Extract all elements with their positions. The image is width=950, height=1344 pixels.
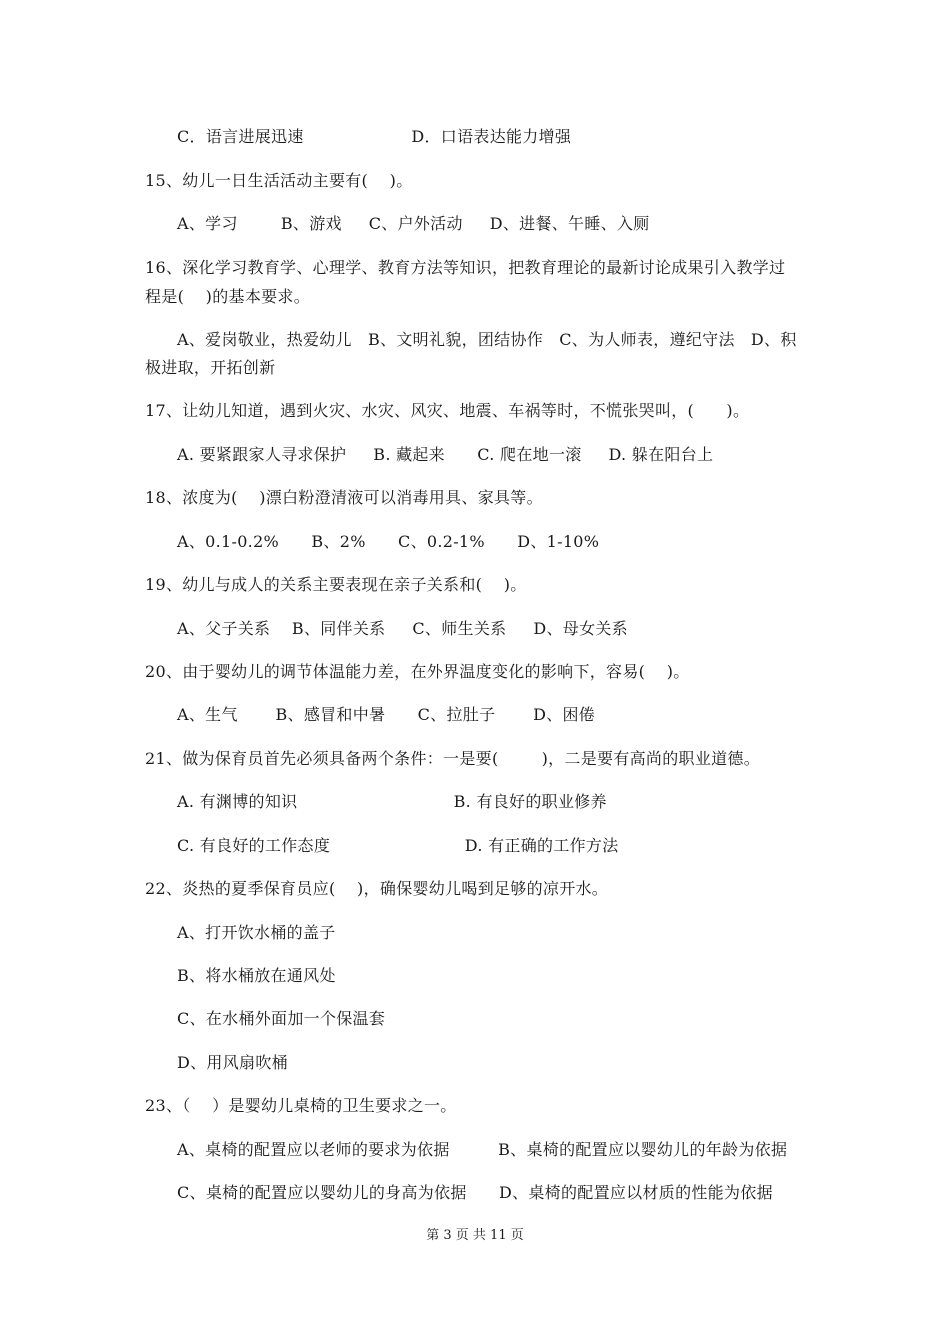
q22-option-b: B、将水桶放在通风处: [177, 966, 336, 985]
q18-options: A、0.1-0.2% B、2% C、0.2-1% D、1-10%: [177, 532, 600, 551]
question-18: 18、浓度为( )漂白粉澄清液可以消毒用具、家具等。: [145, 488, 543, 507]
q15-options: A、学习 B、游戏 C、户外活动 D、进餐、午睡、入厕: [177, 214, 650, 233]
question-19: 19、幼儿与成人的关系主要表现在亲子关系和( )。: [145, 575, 527, 594]
q23-options-cd: C、桌椅的配置应以婴幼儿的身高为依据 D、桌椅的配置应以材质的性能为依据: [177, 1183, 773, 1202]
question-15: 15、幼儿一日生活活动主要有( )。: [145, 171, 413, 190]
question-23: 23、（ ）是婴幼儿桌椅的卫生要求之一。: [145, 1096, 457, 1115]
page-number-footer: 第 3 页 共 11 页: [426, 1228, 524, 1243]
question-16-line-1: 16、深化学习教育学、心理学、教育方法等知识，把教育理论的最新讨论成果引入教学过: [145, 258, 786, 277]
q23-options-ab: A、桌椅的配置应以老师的要求为依据 B、桌椅的配置应以婴幼儿的年龄为依据: [177, 1140, 788, 1159]
q20-options: A、生气 B、感冒和中暑 C、拉肚子 D、困倦: [177, 705, 596, 724]
q22-option-c: C、在水桶外面加一个保温套: [177, 1009, 386, 1028]
q19-options: A、父子关系 B、同伴关系 C、师生关系 D、母女关系: [177, 619, 628, 638]
question-22: 22、炎热的夏季保育员应( )，确保婴幼儿喝到足够的凉开水。: [145, 879, 609, 898]
question-20: 20、由于婴幼儿的调节体温能力差，在外界温度变化的影响下，容易( )。: [145, 662, 690, 681]
question-21: 21、做为保育员首先必须具备两个条件：一是要( )，二是要有高尚的职业道德。: [145, 749, 761, 768]
q17-options: A. 要紧跟家人寻求保护 B. 藏起来 C. 爬在地一滚 D. 躲在阳台上: [177, 445, 714, 464]
q21-options-ab: A. 有渊博的知识 B. 有良好的职业修养: [177, 792, 607, 811]
question-17: 17、让幼儿知道，遇到火灾、水灾、风灾、地震、车祸等时，不慌张哭叫，( )。: [145, 401, 750, 420]
q14-options-cd: C．语言进展迅速 D．口语表达能力增强: [177, 127, 572, 146]
q21-options-cd: C. 有良好的工作态度 D. 有正确的工作方法: [177, 836, 619, 855]
q22-option-d: D、用风扇吹桶: [177, 1053, 288, 1072]
q16-options-line-2: 极进取，开拓创新: [145, 358, 276, 377]
q16-options-line-1: A、爱岗敬业，热爱幼儿 B、文明礼貌，团结协作 C、为人师表，遵纪守法 D、积: [177, 330, 797, 349]
q22-option-a: A、打开饮水桶的盖子: [177, 923, 336, 942]
question-16-line-2: 程是( )的基本要求。: [145, 287, 311, 306]
